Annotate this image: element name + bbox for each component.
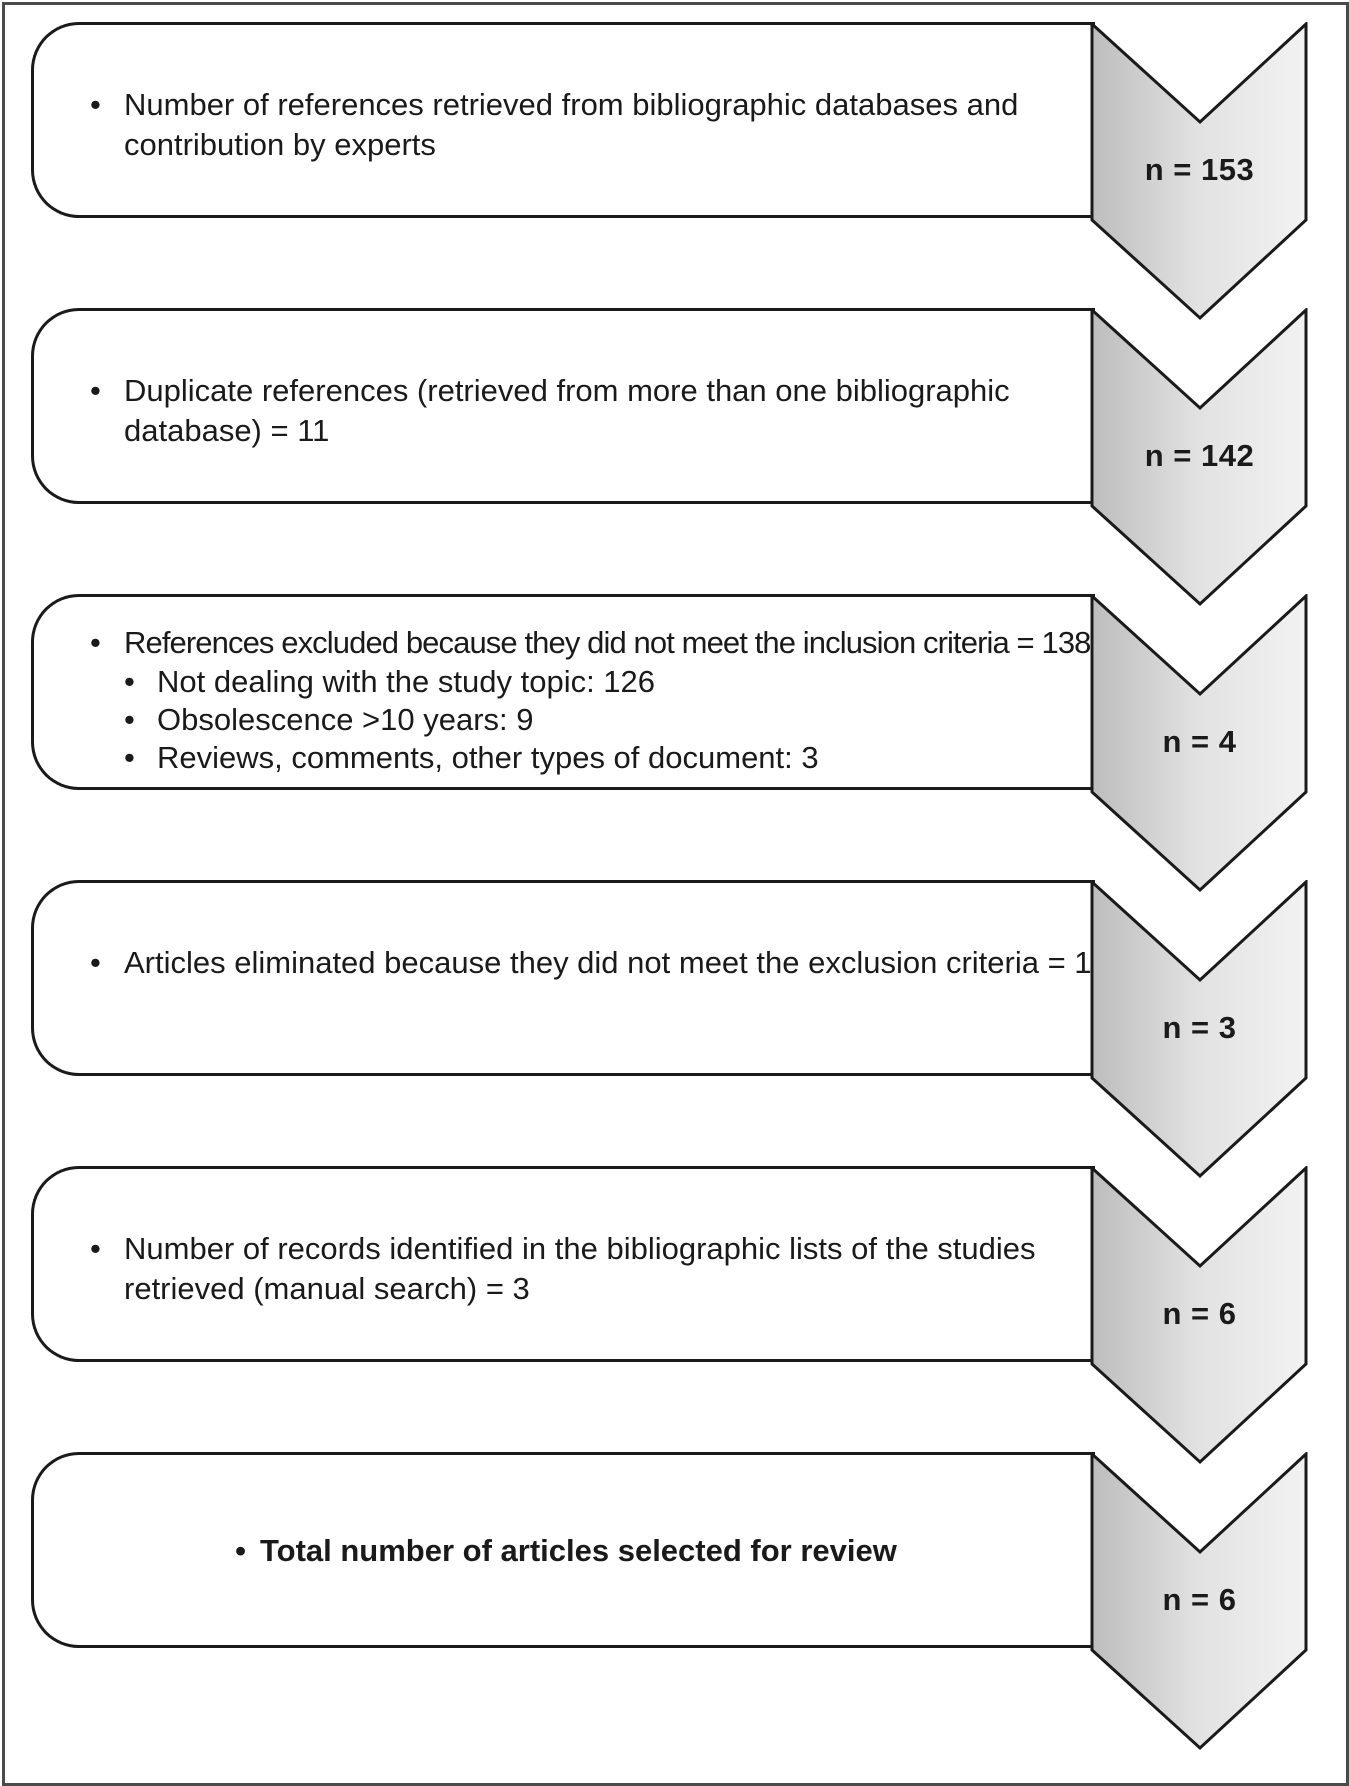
step-2-count: n = 142 bbox=[1144, 438, 1255, 473]
step-2 bbox=[0, 308, 1349, 631]
step-3-box bbox=[31, 594, 1095, 790]
step-1 bbox=[0, 22, 1349, 345]
step-5 bbox=[0, 1166, 1349, 1489]
step-5-count: n = 6 bbox=[1162, 1296, 1237, 1331]
step-6-total-label bbox=[34, 1533, 1098, 1569]
step-3-sub-bullets bbox=[124, 663, 1100, 777]
step-6-bullet-dot: • bbox=[235, 1533, 246, 1568]
step-3-sub-bullet-2: • Obsolescence >10 years: 9 bbox=[124, 701, 1100, 739]
step-3-count: n = 4 bbox=[1162, 724, 1237, 759]
step-3-bullet-text: References excluded because they did not meet the inclusion criteria = 138 bbox=[124, 625, 1091, 660]
step-6-box bbox=[31, 1452, 1095, 1648]
step-4-box bbox=[31, 880, 1095, 1076]
step-3-bullets bbox=[90, 623, 1100, 777]
step-3 bbox=[0, 594, 1349, 917]
step-6 bbox=[0, 1452, 1349, 1775]
step-4 bbox=[0, 880, 1349, 1203]
step-3-sub-bullet-1: • Not dealing with the study topic: 126 bbox=[124, 663, 1100, 701]
step-2-bullets bbox=[90, 371, 1100, 451]
step-6-count: n = 6 bbox=[1162, 1582, 1237, 1617]
step-1-bullet: • Number of references retrieved from bibliographic databases and contribution by experts bbox=[90, 85, 1100, 165]
step-6-bullet: Total number of articles selected for review bbox=[260, 1533, 897, 1568]
step-1-box bbox=[31, 22, 1095, 218]
step-1-count: n = 153 bbox=[1144, 152, 1255, 187]
step-4-bullet: • Articles eliminated because they did not meet the exclusion criteria = 1 bbox=[90, 943, 1100, 983]
step-3-bullet bbox=[90, 623, 1100, 777]
step-3-sub-bullet-3: • Reviews, comments, other types of document: 3 bbox=[124, 739, 1100, 777]
step-5-bullets bbox=[90, 1229, 1100, 1309]
step-2-box bbox=[31, 308, 1095, 504]
step-1-bullets bbox=[90, 85, 1100, 165]
step-5-bullet: • Number of records identified in the bibliographic lists of the studies retrieved (manual search) = 3 bbox=[90, 1229, 1100, 1309]
step-5-box bbox=[31, 1166, 1095, 1362]
step-4-bullets bbox=[90, 943, 1100, 983]
step-4-count: n = 3 bbox=[1162, 1010, 1237, 1045]
step-2-bullet: • Duplicate references (retrieved from more than one bibliographic database) = 11 bbox=[90, 371, 1100, 451]
